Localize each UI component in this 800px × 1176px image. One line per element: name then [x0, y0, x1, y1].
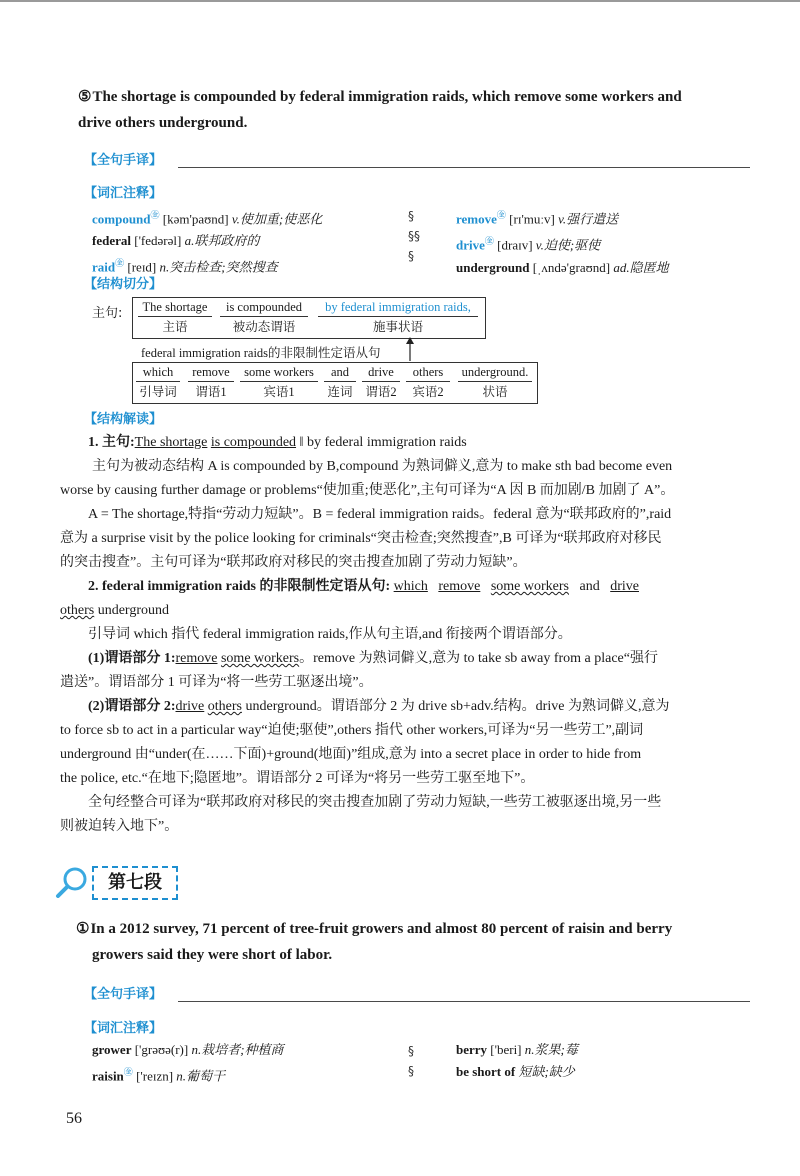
exam-mark-icon: ㊎ [150, 210, 160, 220]
vocab-def: ad.隐匿地 [613, 259, 669, 275]
vocab-word: be short of [456, 1064, 516, 1079]
sentence-number: ⑤ [78, 89, 92, 105]
structure-role: 宾语1 [240, 381, 318, 400]
top-rule [0, 0, 800, 2]
sentence-number: ① [76, 921, 90, 937]
vocab-phonetic: [reɪd] [127, 259, 157, 275]
main-clause-label: 主句: [92, 306, 123, 321]
underlined-text: drive [175, 699, 205, 714]
structure-text: some workers [244, 365, 314, 379]
vocab-phonetic: ['grəʊə(r)] [134, 1042, 189, 1057]
vocab-right-column [456, 1039, 578, 1083]
translation-label: 【全句手译】 [84, 987, 163, 1002]
explain-line: 主句为被动态结构 A is compounded by B,compound 为熟词僻义,意为 to make sth bad become even [92, 459, 673, 474]
structure-cell [458, 365, 532, 400]
structure-text: drive [368, 365, 394, 379]
structure-text: and [330, 365, 350, 379]
explain-line: underground 由“under(在……下面)+ground(地面)”组成,意为 into a secret place in order to hide from [60, 747, 642, 762]
heading-text: 2. federal immigration raids 的非限制性定语从句: [88, 579, 391, 594]
vocab-def: a.联邦政府的 [184, 233, 260, 249]
explain-line: 全句经整合可译为“联邦政府对移民的突击搜查加剧了劳动力短缺,一些劳工被驱逐出境,另一些 [88, 795, 662, 810]
vocab-word: remove [456, 211, 497, 227]
vocab-entry [92, 1061, 284, 1087]
explain-body [60, 431, 764, 839]
structure-text: by federal immigration raids, [325, 300, 471, 314]
vocab-entry [456, 257, 669, 279]
structure-cell [324, 365, 356, 400]
explain-line: the police, etc.“在地下;隐匿地”。谓语部分 2 可译为“将另一些劳工驱至地下”。 [60, 771, 535, 786]
vocab-right-column [456, 204, 669, 279]
vocab-entry [456, 204, 669, 230]
vocab-def: v.强行遣送 [558, 211, 619, 227]
vocab-phonetic: [kəm'paʊnd] [162, 211, 229, 227]
structure-role: 连词 [324, 381, 356, 400]
vocab-word: underground [456, 259, 530, 275]
heading-text: 1. 主句: [88, 435, 135, 450]
structure-role: 施事状语 [318, 316, 478, 335]
underlined-text: The shortage [134, 435, 208, 450]
structure-cell [362, 365, 400, 400]
vocab-left-column [92, 1039, 284, 1087]
structure-label: 【结构切分】 [84, 277, 163, 292]
vocab-phonetic: [ˌʌndə'graʊnd] [532, 259, 611, 275]
structure-role: 主语 [138, 316, 212, 335]
explain-line: to force sb to act in a particular way“迫使;驱使”,others 指代 other workers,可译为“另一些劳工”,副词 [60, 723, 644, 738]
vocab-word: raisin [92, 1068, 124, 1084]
sentence-text-line2: drive others underground. [78, 115, 248, 131]
vocab-phonetic: ['beri] [490, 1042, 522, 1057]
explain-line: 的突击搜查”。主句可译为“联邦政府对移民的突击搜查加剧了劳动力短缺”。 [60, 555, 527, 570]
explain-line [88, 695, 764, 719]
structure-text: others [412, 365, 444, 379]
vocab-word: drive [456, 237, 485, 253]
plain-text: ‖ by federal immigration raids [299, 435, 467, 450]
sentence-text-line2: growers said they were short of labor. [92, 947, 333, 963]
structure-role: 宾语2 [406, 381, 450, 400]
vocab-word: compound [92, 211, 151, 227]
underlined-text: drive [610, 579, 639, 594]
structure-cell [406, 365, 450, 400]
vocab-entry [92, 230, 322, 252]
page-number: 56 [66, 1110, 82, 1127]
vocab-def: v.迫使;驱使 [535, 237, 601, 253]
explain-line [88, 647, 764, 671]
structure-role: 谓语2 [362, 381, 400, 400]
section-title: 第七段 [92, 866, 178, 900]
structure-cell [136, 365, 180, 400]
vocab-label: 【词汇注释】 [84, 186, 163, 201]
structure-cell [220, 300, 308, 335]
sentence-text-line1: In a 2012 survey, 71 percent of tree-fruit growers and almost 80 percent of raisin and berry [90, 921, 673, 937]
vocab-def: n.浆果;莓 [524, 1042, 578, 1057]
explain-line: 遣送”。谓语部分 1 可译为“将一些劳工驱逐出境”。 [60, 675, 373, 690]
structure-text: remove [192, 365, 230, 379]
structure-text: The shortage [142, 300, 208, 314]
underlined-text: remove [175, 651, 218, 666]
explain-line: worse by causing further damage or problems“使加重;使恶化”,主句可译为“A 因 B 而加剧/B 加剧了 A”。 [60, 483, 675, 498]
vocab-def: n.葡萄干 [176, 1068, 226, 1084]
explain-heading-2 [88, 575, 764, 599]
structure-text: which [142, 365, 174, 379]
vocab-def: n.突击检查;突然搜查 [159, 259, 278, 275]
vocab-entry [92, 1039, 284, 1061]
magnifier-icon [55, 866, 89, 898]
exam-mark-icon: ㊎ [496, 210, 506, 220]
structure-role: 引导词 [136, 381, 180, 400]
heading-text: (1)谓语部分 1: [88, 651, 176, 666]
plain-text: 。remove 为熟词僻义,意为 to take sb away from a place“强行 [299, 651, 658, 666]
underlined-text: which [393, 579, 428, 594]
vocab-def: 短缺;缺少 [518, 1064, 575, 1079]
sentence-text-line1: The shortage is compounded by federal immigration raids, which remove some workers and [92, 89, 682, 105]
vocab-phonetic: [draɪv] [497, 237, 533, 253]
underlined-text: is compounded [210, 435, 297, 450]
plain-text: and [579, 579, 600, 594]
explain-label: 【结构解读】 [84, 412, 163, 427]
vocab-phonetic: ['fedərəl] [134, 233, 182, 249]
vocab-word: federal [92, 233, 131, 249]
structure-cell [240, 365, 318, 400]
vocab-label: 【词汇注释】 [84, 1021, 163, 1036]
vocab-entry [92, 204, 322, 230]
translation-blank-line[interactable] [178, 167, 750, 168]
wavy-text: others [207, 699, 242, 714]
heading-text: (2)谓语部分 2: [88, 699, 176, 714]
exam-mark-icon: ㊎ [115, 258, 125, 269]
attribute-clause-note: federal immigration raids的非限制性定语从句 [141, 346, 381, 360]
explain-line: 意为 a surprise visit by the police looking for criminals“突击检查;突然搜查”,B 可译为“联邦政府对移民 [60, 531, 662, 546]
vocab-def: v.使加重;使恶化 [231, 211, 323, 227]
column-divider-icon: § §§ § [408, 209, 420, 263]
wavy-text: some workers [490, 579, 569, 594]
structure-role: 状语 [458, 381, 532, 400]
explain-line: 引导词 which 指代 federal immigration raids,作从句主语,and 衔接两个谓语部分。 [88, 627, 572, 642]
plain-text: underground。谓语部分 2 为 drive sb+adv.结构。drive 为熟词僻义,意为 [245, 699, 670, 714]
exam-mark-icon: ㊎ [484, 236, 494, 247]
structure-text: underground. [461, 365, 529, 379]
up-arrow-icon [404, 336, 416, 362]
structure-role: 被动态谓语 [220, 316, 308, 335]
explain-line: 则被迫转入地下”。 [60, 819, 179, 834]
vocab-word: raid [92, 259, 116, 275]
explain-heading-1 [88, 431, 764, 455]
structure-cell [138, 300, 212, 335]
structure-cell [188, 365, 234, 400]
column-divider-icon: § § [408, 1044, 414, 1078]
vocab-entry [456, 1061, 578, 1083]
vocab-phonetic: [rɪ'muːv] [509, 211, 555, 227]
structure-cell [318, 300, 478, 335]
vocab-word: grower [92, 1042, 132, 1057]
structure-role: 谓语1 [188, 381, 234, 400]
plain-text: underground [97, 603, 170, 618]
underlined-text: remove [438, 579, 481, 594]
sentence-1 [76, 916, 748, 968]
sentence-5 [78, 84, 750, 136]
explain-line [60, 599, 764, 623]
structure-text: is compounded [225, 300, 303, 314]
vocab-phonetic: ['reɪzn] [136, 1068, 174, 1084]
vocab-entry [456, 230, 669, 256]
explain-line: A = The shortage,特指“劳动力短缺”。B = federal immigration raids。federal 意为“联邦政府的”,raid [88, 507, 672, 522]
wavy-text: some workers [220, 651, 300, 666]
translation-label: 【全句手译】 [84, 153, 163, 168]
vocab-left-column [92, 204, 322, 279]
vocab-def: n.栽培者;种植商 [191, 1042, 284, 1057]
wavy-text: others [60, 603, 95, 618]
exam-mark-icon: ㊎ [123, 1067, 133, 1077]
vocab-word: berry [456, 1042, 488, 1057]
vocab-entry [456, 1039, 578, 1061]
translation-blank-line[interactable] [178, 1001, 750, 1002]
